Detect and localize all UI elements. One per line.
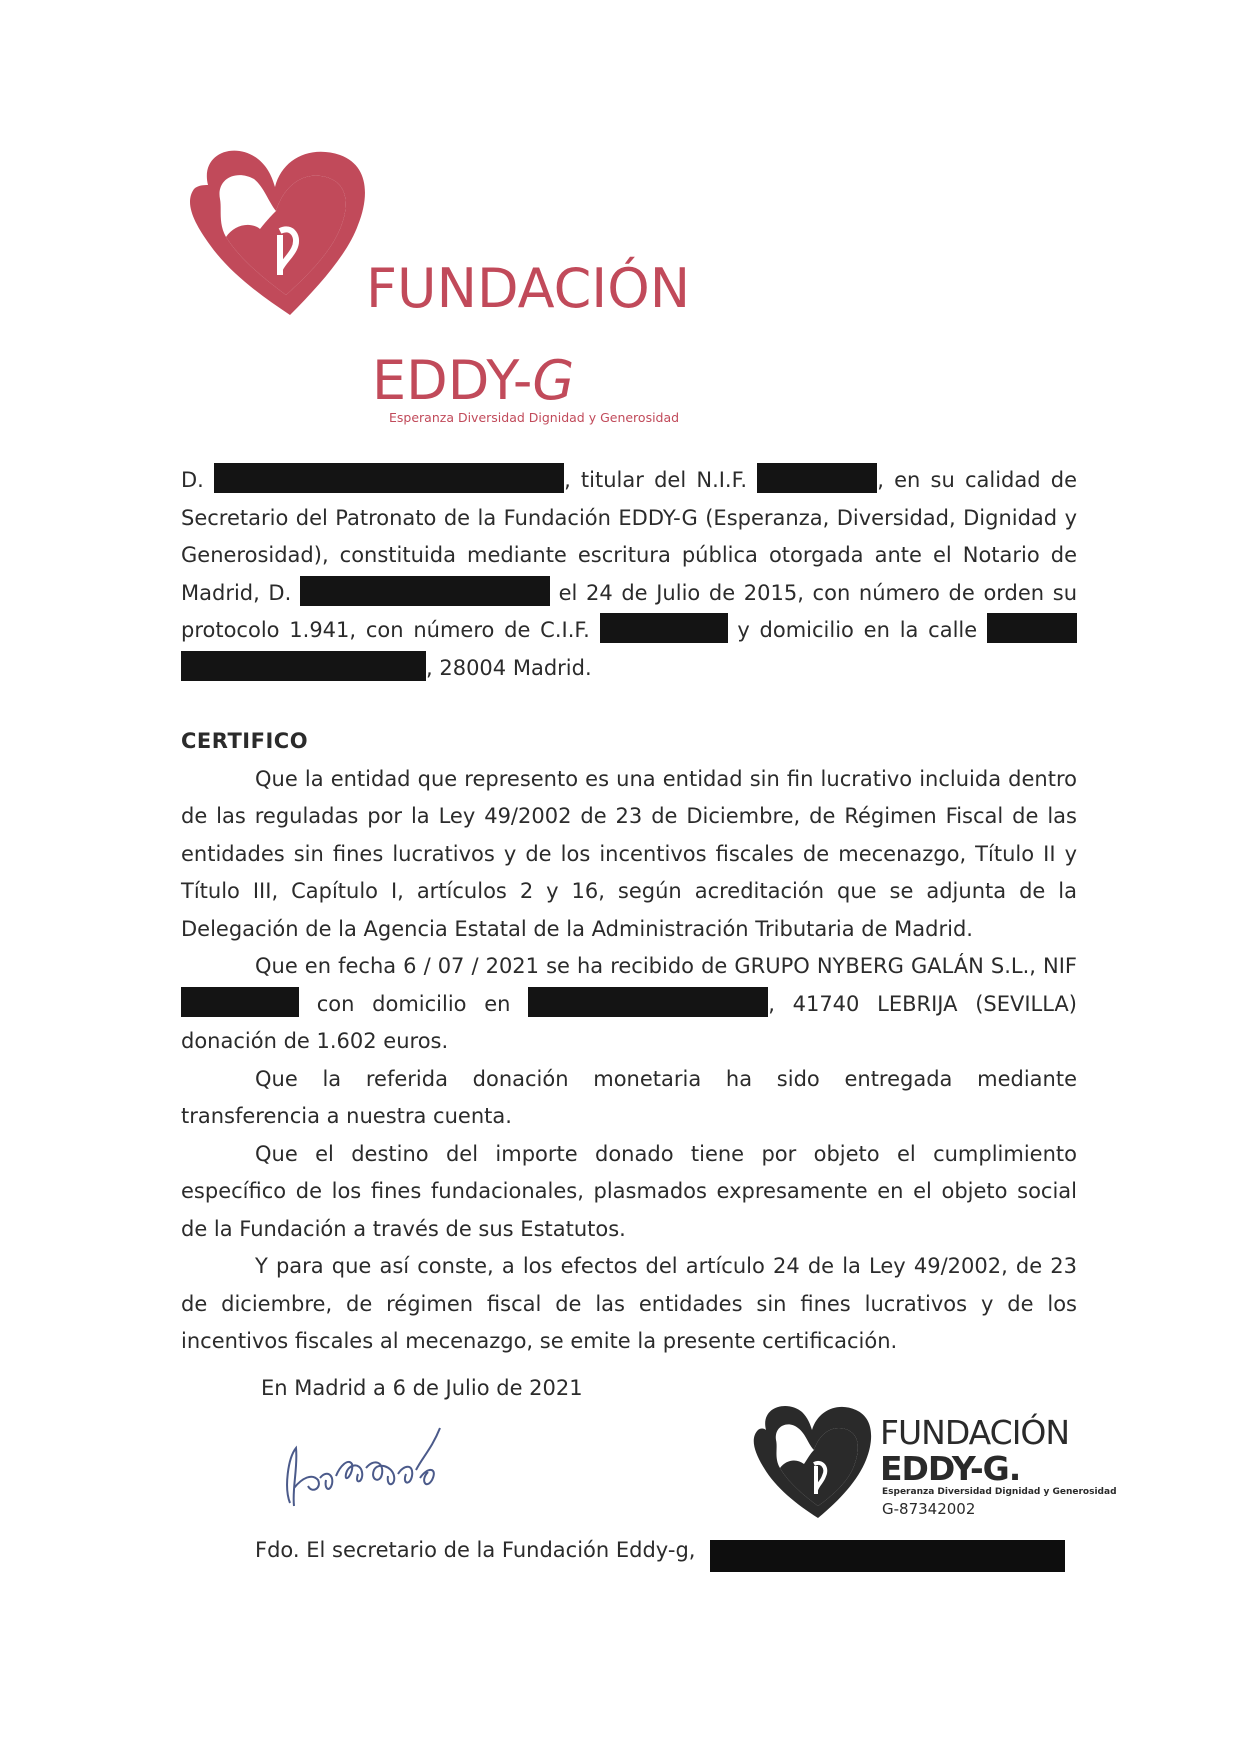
intro-text: , titular del N.I.F. (564, 468, 747, 492)
donation-text: Que en fecha 6 / 07 / 2021 se ha recibido de GRUPO NYBERG GALÁN S.L., NIF (255, 954, 1077, 978)
paragraph-purpose: Que el destino del importe donado tiene por objeto el cumplimiento específico de los fines fundacionales, plasmados expresamente en el objeto social de la Fundación a través de sus Estatutos. (181, 1141, 1077, 1241)
stamp-org-name: FUNDACIÓN (880, 1413, 1070, 1452)
redaction-signer (710, 1540, 1065, 1572)
stamp-cif: G-87342002 (882, 1500, 976, 1518)
intro-text: y domicilio en la calle (727, 618, 978, 642)
org-short-suffix: G (532, 349, 575, 412)
heart-logo-icon (180, 145, 370, 320)
paragraph-donation (181, 948, 1077, 1061)
intro-text: , 28004 Madrid. (426, 655, 592, 680)
org-short-name (372, 349, 575, 412)
redaction-donor-nif (181, 987, 299, 1017)
place-date: En Madrid a 6 de Julio de 2021 (261, 1376, 583, 1400)
donation-text: con domicilio en (299, 991, 511, 1016)
signed-by: Fdo. El secretario de la Fundación Eddy-g, (255, 1538, 696, 1562)
intro-text: D. (181, 468, 204, 492)
donation-text: , 41740 LEBRIJA (SEVILLA) donación de 1.602 euros. (181, 991, 1077, 1053)
paragraph-legal: Que la entidad que represento es una entidad sin fin lucrativo incluida dentro de las reguladas por la Ley 49/2002 de 23 de Diciembre, de Régimen Fiscal de las entidades sin fines lucrativos y de los incentivos fiscales de mecenazgo, Título II y Título III, Capítulo I, artículos 2 y 16, según acreditación que se adjunta de la Delegación de la Agencia Estatal de la Administración Tributaria de Madrid. (181, 766, 1077, 941)
intro-paragraph (181, 462, 1077, 687)
heart-stamp-icon (748, 1402, 872, 1520)
paragraph-closing: Y para que así conste, a los efectos del artículo 24 de la Ley 49/2002, de 23 de diciembre, de régimen fiscal de las entidades sin fines lucrativos y de los incentivos fiscales al mecenazgo, se emite la presente certificación. (181, 1254, 1077, 1353)
redaction-street (987, 613, 1077, 643)
paragraph-transfer: Que la referida donación monetaria ha sido entregada mediante transferencia a nuestra cuenta. (181, 1066, 1077, 1128)
certificate-body (181, 462, 1077, 1361)
org-motto: Esperanza Diversidad Dignidad y Generosidad (389, 410, 680, 425)
redaction-cif (600, 613, 728, 643)
certifico-heading: CERTIFICO (181, 729, 309, 753)
redaction-nif (757, 463, 877, 493)
redaction-street-cont (181, 651, 426, 681)
stamp-org-short: EDDY-G. (880, 1449, 1021, 1488)
org-name: FUNDACIÓN (366, 257, 691, 320)
redaction-donor-address (528, 987, 768, 1017)
redaction-name (214, 463, 564, 493)
org-short-prefix: EDDY- (372, 349, 533, 412)
redaction-notary (300, 576, 550, 606)
intro-text: , en su calidad de Secretario del Patronato de la Fundación EDDY-G (Esperanza, Diversidad, Dignidad y Generosidad), constituida mediante escritura pública otorgada ante el Notario de Madrid, D. (181, 468, 1077, 605)
intro-text: el 24 de Julio de 2015, con número de orden su protocolo 1.941, con número de C.I.F. (181, 580, 1078, 642)
stamp-motto: Esperanza Diversidad Dignidad y Generosidad (882, 1487, 1117, 1497)
handwritten-signature (282, 1418, 457, 1513)
